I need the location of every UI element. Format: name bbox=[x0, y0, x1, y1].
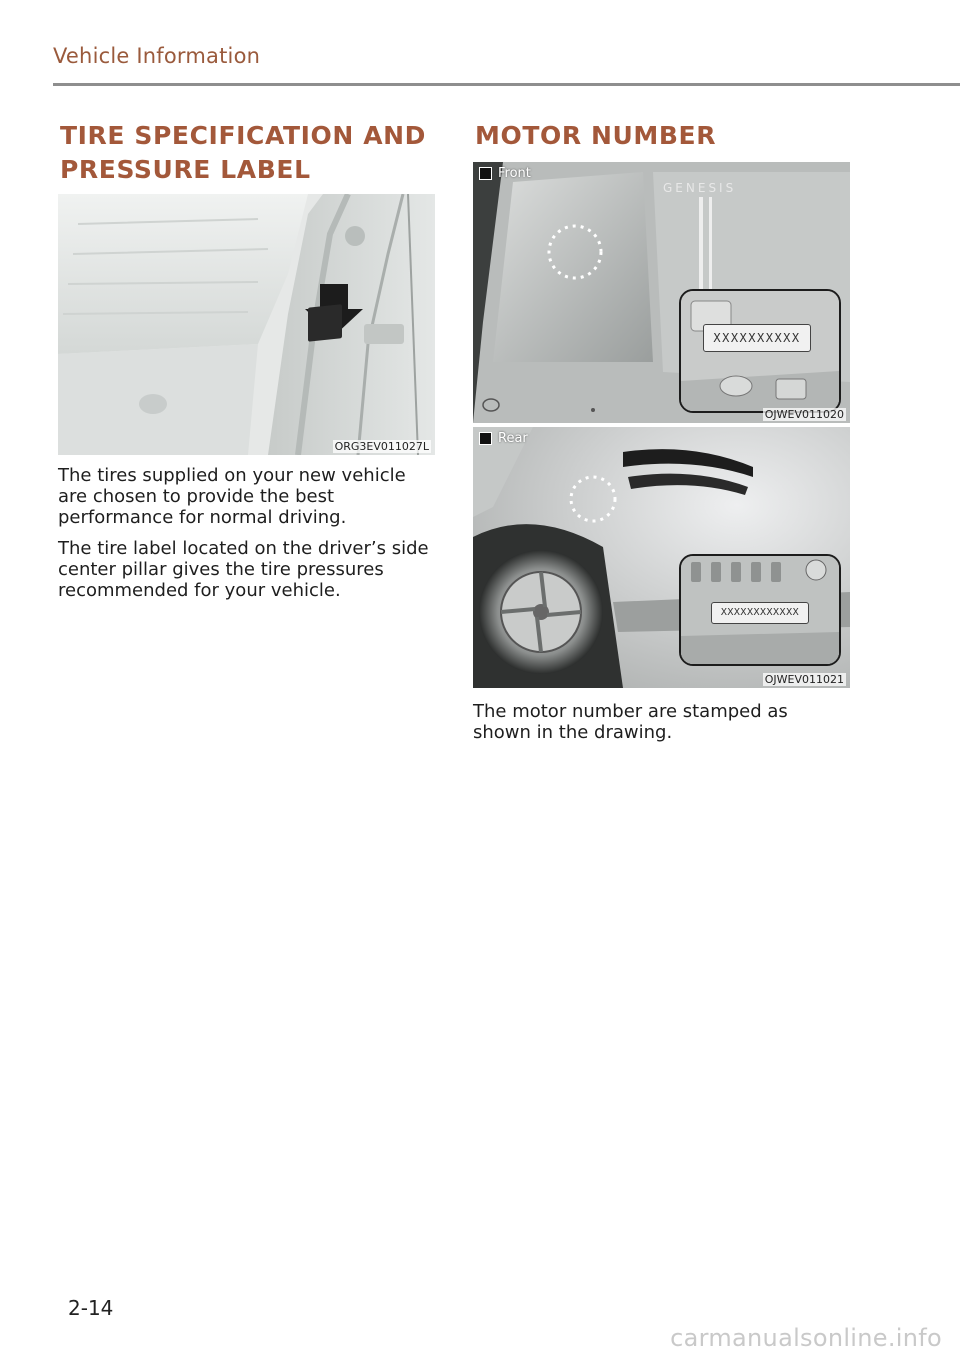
square-bullet-icon bbox=[479, 167, 492, 180]
front-stamp-magnifier bbox=[679, 289, 841, 413]
figure-code: ORG3EV011027L bbox=[334, 440, 429, 453]
front-tag bbox=[479, 166, 531, 181]
footer-watermark: carmanualsonline.info bbox=[670, 1324, 942, 1352]
tire-label-figure bbox=[58, 194, 435, 455]
rear-motor-number-stamp: XXXXXXXXXXXX bbox=[711, 602, 809, 624]
page-number: 2-14 bbox=[68, 1296, 114, 1320]
front-tag-label: Front bbox=[498, 166, 531, 181]
tire-label-heading-line2: PRESSURE LABEL bbox=[60, 155, 311, 184]
rear-motor-figure bbox=[473, 427, 850, 688]
genesis-badge: GENESIS bbox=[663, 181, 737, 195]
section-header-title: Vehicle Information bbox=[53, 44, 261, 68]
square-bullet-icon bbox=[479, 432, 492, 445]
rear-figure-code: OJWEV011021 bbox=[764, 673, 844, 686]
rear-tag bbox=[479, 431, 528, 446]
rear-stamp-magnifier bbox=[679, 554, 841, 666]
tire-paragraph-1: The tires supplied on your new vehicle are chosen to provide the best performance for normal driving. bbox=[58, 465, 406, 528]
rear-tag-label: Rear bbox=[498, 431, 528, 446]
header-divider bbox=[53, 83, 960, 86]
tire-label-heading-line1: TIRE SPECIFICATION AND bbox=[60, 121, 427, 150]
front-motor-number-stamp: XXXXXXXXXX bbox=[703, 324, 811, 352]
tire-paragraph-2: The tire label located on the driver’s side center pillar gives the tire pressures recommended for your vehicle. bbox=[58, 538, 429, 601]
motor-number-heading: MOTOR NUMBER bbox=[475, 121, 717, 150]
tire-label-heading bbox=[60, 119, 426, 187]
front-figure-code: OJWEV011020 bbox=[764, 408, 844, 421]
motor-number-paragraph: The motor number are stamped as shown in the drawing. bbox=[473, 701, 788, 743]
door-pillar-illustration bbox=[58, 194, 435, 455]
front-motor-figure bbox=[473, 162, 850, 423]
